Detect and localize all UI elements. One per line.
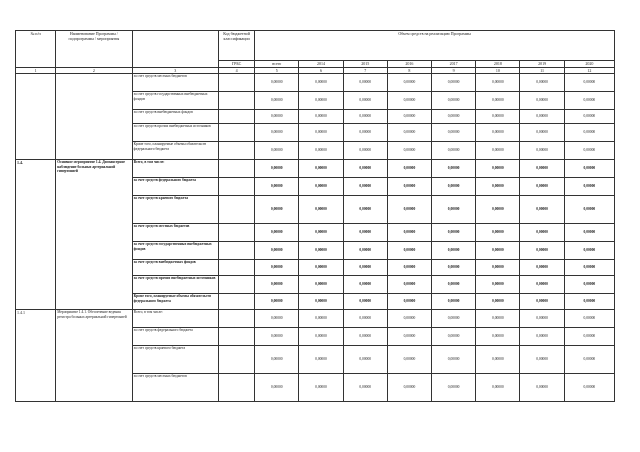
- amount-cell: 0,00000: [343, 92, 387, 110]
- amount-cell: 0,00000: [299, 242, 343, 260]
- funding-source-cell: за счет средств федерального бюджета: [132, 328, 218, 346]
- item-name-cell: Мероприятие 1.4.1. Обеспечение ведения регистра больных артериальной гипертонией: [56, 310, 132, 402]
- amount-cell: 0,00000: [387, 196, 431, 224]
- funding-source-cell: за счет средств прочих внебюджетных источников: [132, 276, 218, 294]
- amount-cell: 0,00000: [564, 260, 614, 276]
- column-index: 6: [299, 68, 343, 74]
- amount-cell: 0,00000: [432, 346, 476, 374]
- amount-cell: 0,00000: [387, 110, 431, 124]
- column-index: 7: [343, 68, 387, 74]
- amount-cell: 0,00000: [299, 294, 343, 310]
- amount-cell: 0,00000: [520, 260, 564, 276]
- amount-cell: 0,00000: [564, 374, 614, 402]
- header-col-spacer: [132, 31, 218, 68]
- kbk-cell: [218, 310, 254, 328]
- amount-cell: 0,00000: [432, 310, 476, 328]
- amount-cell: 0,00000: [387, 374, 431, 402]
- amount-cell: 0,00000: [343, 374, 387, 402]
- amount-cell: 0,00000: [564, 160, 614, 178]
- amount-cell: 0,00000: [299, 92, 343, 110]
- amount-cell: 0,00000: [343, 124, 387, 142]
- amount-cell: 0,00000: [432, 276, 476, 294]
- amount-cell: 0,00000: [476, 74, 520, 92]
- header-year: 2016: [387, 61, 431, 68]
- amount-cell: 0,00000: [476, 92, 520, 110]
- header-year: 2018: [476, 61, 520, 68]
- amount-cell: 0,00000: [520, 196, 564, 224]
- funding-source-cell: за счет средств государственных внебюджетных фондов: [132, 92, 218, 110]
- amount-cell: 0,00000: [520, 374, 564, 402]
- amount-cell: 0,00000: [387, 310, 431, 328]
- amount-cell: 0,00000: [387, 224, 431, 242]
- amount-cell: 0,00000: [255, 328, 299, 346]
- amount-cell: 0,00000: [387, 74, 431, 92]
- funding-source-cell: за счет средств местных бюджетов: [132, 374, 218, 402]
- kbk-cell: [218, 276, 254, 294]
- header-year: 2020: [564, 61, 614, 68]
- header-col-kbk: Код бюджетной классификации: [218, 31, 254, 61]
- column-index: 4: [218, 68, 254, 74]
- amount-cell: 0,00000: [387, 294, 431, 310]
- amount-cell: 0,00000: [299, 224, 343, 242]
- header-grbs: ГРБС: [218, 61, 254, 68]
- amount-cell: 0,00000: [343, 294, 387, 310]
- amount-cell: 0,00000: [255, 142, 299, 160]
- amount-cell: 0,00000: [299, 310, 343, 328]
- amount-cell: 0,00000: [255, 374, 299, 402]
- amount-cell: 0,00000: [299, 124, 343, 142]
- amount-cell: 0,00000: [343, 74, 387, 92]
- amount-cell: 0,00000: [476, 310, 520, 328]
- amount-cell: 0,00000: [476, 346, 520, 374]
- funding-source-cell: за счет средств местных бюджетов: [132, 224, 218, 242]
- amount-cell: 0,00000: [564, 110, 614, 124]
- amount-cell: 0,00000: [432, 294, 476, 310]
- amount-cell: 0,00000: [343, 178, 387, 196]
- row-number-cell: 1.4.: [16, 160, 56, 310]
- column-index: 10: [476, 68, 520, 74]
- funding-source-cell: за счет средств краевого бюджета: [132, 346, 218, 374]
- amount-cell: 0,00000: [432, 142, 476, 160]
- kbk-cell: [218, 294, 254, 310]
- amount-cell: 0,00000: [343, 224, 387, 242]
- amount-cell: 0,00000: [387, 276, 431, 294]
- program-funding-table: [15, 30, 615, 402]
- amount-cell: 0,00000: [564, 242, 614, 260]
- amount-cell: 0,00000: [520, 346, 564, 374]
- amount-cell: 0,00000: [476, 328, 520, 346]
- amount-cell: 0,00000: [255, 160, 299, 178]
- amount-cell: 0,00000: [343, 346, 387, 374]
- amount-cell: 0,00000: [299, 260, 343, 276]
- amount-cell: 0,00000: [387, 160, 431, 178]
- amount-cell: 0,00000: [564, 224, 614, 242]
- column-index: 12: [564, 68, 614, 74]
- amount-cell: 0,00000: [343, 276, 387, 294]
- amount-cell: 0,00000: [520, 110, 564, 124]
- amount-cell: 0,00000: [432, 178, 476, 196]
- amount-cell: 0,00000: [520, 294, 564, 310]
- amount-cell: 0,00000: [564, 178, 614, 196]
- amount-cell: 0,00000: [432, 110, 476, 124]
- amount-cell: 0,00000: [387, 92, 431, 110]
- kbk-cell: [218, 74, 254, 92]
- header-col-volume: Объем средств на реализацию Программы: [255, 31, 615, 61]
- funding-source-cell: Кроме того, планируемые объемы обязательств федерального бюджета: [132, 294, 218, 310]
- amount-cell: 0,00000: [299, 74, 343, 92]
- amount-cell: 0,00000: [564, 124, 614, 142]
- column-index: 9: [432, 68, 476, 74]
- header-year: 2014: [299, 61, 343, 68]
- kbk-cell: [218, 346, 254, 374]
- funding-source-cell: за счет средств прочих внебюджетных источников: [132, 124, 218, 142]
- amount-cell: 0,00000: [299, 328, 343, 346]
- amount-cell: 0,00000: [564, 276, 614, 294]
- amount-cell: 0,00000: [432, 92, 476, 110]
- kbk-cell: [218, 160, 254, 178]
- amount-cell: 0,00000: [299, 374, 343, 402]
- amount-cell: 0,00000: [564, 74, 614, 92]
- table-row: [16, 310, 615, 328]
- amount-cell: 0,00000: [299, 196, 343, 224]
- amount-cell: 0,00000: [387, 328, 431, 346]
- amount-cell: 0,00000: [432, 74, 476, 92]
- amount-cell: 0,00000: [299, 110, 343, 124]
- amount-cell: 0,00000: [432, 160, 476, 178]
- kbk-cell: [218, 196, 254, 224]
- amount-cell: 0,00000: [255, 124, 299, 142]
- amount-cell: 0,00000: [255, 196, 299, 224]
- amount-cell: 0,00000: [343, 160, 387, 178]
- funding-source-cell: за счет средств государственных внебюджетных фондов: [132, 242, 218, 260]
- amount-cell: 0,00000: [520, 224, 564, 242]
- amount-cell: 0,00000: [476, 196, 520, 224]
- item-name-cell: Основное мероприятие 1.4. Диспансерное наблюдение больных артериальной гипертонией: [56, 160, 132, 310]
- kbk-cell: [218, 110, 254, 124]
- amount-cell: 0,00000: [520, 92, 564, 110]
- header-col-name: Наименование Программы / подпрограммы / мероприятия: [56, 31, 132, 68]
- column-index: 8: [387, 68, 431, 74]
- amount-cell: 0,00000: [564, 142, 614, 160]
- amount-cell: 0,00000: [520, 142, 564, 160]
- amount-cell: 0,00000: [476, 178, 520, 196]
- amount-cell: 0,00000: [255, 310, 299, 328]
- amount-cell: 0,00000: [255, 178, 299, 196]
- kbk-cell: [218, 260, 254, 276]
- amount-cell: 0,00000: [432, 196, 476, 224]
- column-index: 5: [255, 68, 299, 74]
- header-year: 2019: [520, 61, 564, 68]
- amount-cell: 0,00000: [343, 328, 387, 346]
- amount-cell: 0,00000: [520, 328, 564, 346]
- amount-cell: 0,00000: [432, 260, 476, 276]
- amount-cell: 0,00000: [255, 224, 299, 242]
- amount-cell: 0,00000: [343, 196, 387, 224]
- funding-source-cell: за счет средств внебюджетных фондов: [132, 110, 218, 124]
- amount-cell: 0,00000: [564, 328, 614, 346]
- amount-cell: 0,00000: [343, 142, 387, 160]
- funding-source-cell: за счет средств федерального бюджета: [132, 178, 218, 196]
- amount-cell: 0,00000: [343, 260, 387, 276]
- kbk-cell: [218, 92, 254, 110]
- amount-cell: 0,00000: [255, 276, 299, 294]
- kbk-cell: [218, 142, 254, 160]
- amount-cell: 0,00000: [476, 224, 520, 242]
- item-name-cell: [56, 74, 132, 160]
- amount-cell: 0,00000: [343, 110, 387, 124]
- header-year: 2015: [343, 61, 387, 68]
- amount-cell: 0,00000: [432, 124, 476, 142]
- amount-cell: 0,00000: [387, 242, 431, 260]
- amount-cell: 0,00000: [520, 310, 564, 328]
- amount-cell: 0,00000: [343, 242, 387, 260]
- column-index: 3: [132, 68, 218, 74]
- amount-cell: 0,00000: [564, 92, 614, 110]
- amount-cell: 0,00000: [299, 276, 343, 294]
- amount-cell: 0,00000: [387, 346, 431, 374]
- amount-cell: 0,00000: [255, 92, 299, 110]
- amount-cell: 0,00000: [476, 294, 520, 310]
- amount-cell: 0,00000: [387, 178, 431, 196]
- funding-source-cell: Всего, в том числе:: [132, 160, 218, 178]
- amount-cell: 0,00000: [255, 74, 299, 92]
- amount-cell: 0,00000: [476, 276, 520, 294]
- amount-cell: 0,00000: [299, 346, 343, 374]
- amount-cell: 0,00000: [299, 142, 343, 160]
- header-col-num: № п/п: [16, 31, 56, 68]
- table-row: [16, 74, 615, 92]
- funding-source-cell: Всего, в том числе:: [132, 310, 218, 328]
- amount-cell: 0,00000: [476, 160, 520, 178]
- column-index: 11: [520, 68, 564, 74]
- kbk-cell: [218, 178, 254, 196]
- kbk-cell: [218, 328, 254, 346]
- kbk-cell: [218, 242, 254, 260]
- amount-cell: 0,00000: [255, 346, 299, 374]
- amount-cell: 0,00000: [343, 310, 387, 328]
- amount-cell: 0,00000: [520, 74, 564, 92]
- amount-cell: 0,00000: [476, 110, 520, 124]
- amount-cell: 0,00000: [520, 160, 564, 178]
- kbk-cell: [218, 124, 254, 142]
- amount-cell: 0,00000: [387, 124, 431, 142]
- header-total: всего: [255, 61, 299, 68]
- row-number-cell: [16, 74, 56, 160]
- amount-cell: 0,00000: [432, 242, 476, 260]
- amount-cell: 0,00000: [476, 124, 520, 142]
- amount-cell: 0,00000: [520, 276, 564, 294]
- amount-cell: 0,00000: [564, 310, 614, 328]
- amount-cell: 0,00000: [387, 142, 431, 160]
- amount-cell: 0,00000: [432, 374, 476, 402]
- funding-source-cell: за счет средств местных бюджетов: [132, 74, 218, 92]
- amount-cell: 0,00000: [476, 142, 520, 160]
- header-row-main: [16, 31, 615, 61]
- column-index: 2: [56, 68, 132, 74]
- column-index: 1: [16, 68, 56, 74]
- funding-source-cell: за счет средств внебюджетных фондов: [132, 260, 218, 276]
- amount-cell: 0,00000: [255, 294, 299, 310]
- amount-cell: 0,00000: [564, 196, 614, 224]
- table-row: [16, 160, 615, 178]
- amount-cell: 0,00000: [520, 124, 564, 142]
- row-number-cell: 1.4.1: [16, 310, 56, 402]
- funding-source-cell: Кроме того, планируемые объемы обязательств федерального бюджета: [132, 142, 218, 160]
- amount-cell: 0,00000: [520, 242, 564, 260]
- funding-source-cell: за счет средств краевого бюджета: [132, 196, 218, 224]
- kbk-cell: [218, 224, 254, 242]
- amount-cell: 0,00000: [255, 110, 299, 124]
- header-year: 2017: [432, 61, 476, 68]
- amount-cell: 0,00000: [255, 242, 299, 260]
- amount-cell: 0,00000: [299, 160, 343, 178]
- kbk-cell: [218, 374, 254, 402]
- amount-cell: 0,00000: [255, 260, 299, 276]
- amount-cell: 0,00000: [520, 178, 564, 196]
- amount-cell: 0,00000: [432, 328, 476, 346]
- amount-cell: 0,00000: [476, 242, 520, 260]
- amount-cell: 0,00000: [564, 346, 614, 374]
- amount-cell: 0,00000: [476, 260, 520, 276]
- amount-cell: 0,00000: [432, 224, 476, 242]
- amount-cell: 0,00000: [299, 178, 343, 196]
- amount-cell: 0,00000: [564, 294, 614, 310]
- amount-cell: 0,00000: [476, 374, 520, 402]
- amount-cell: 0,00000: [387, 260, 431, 276]
